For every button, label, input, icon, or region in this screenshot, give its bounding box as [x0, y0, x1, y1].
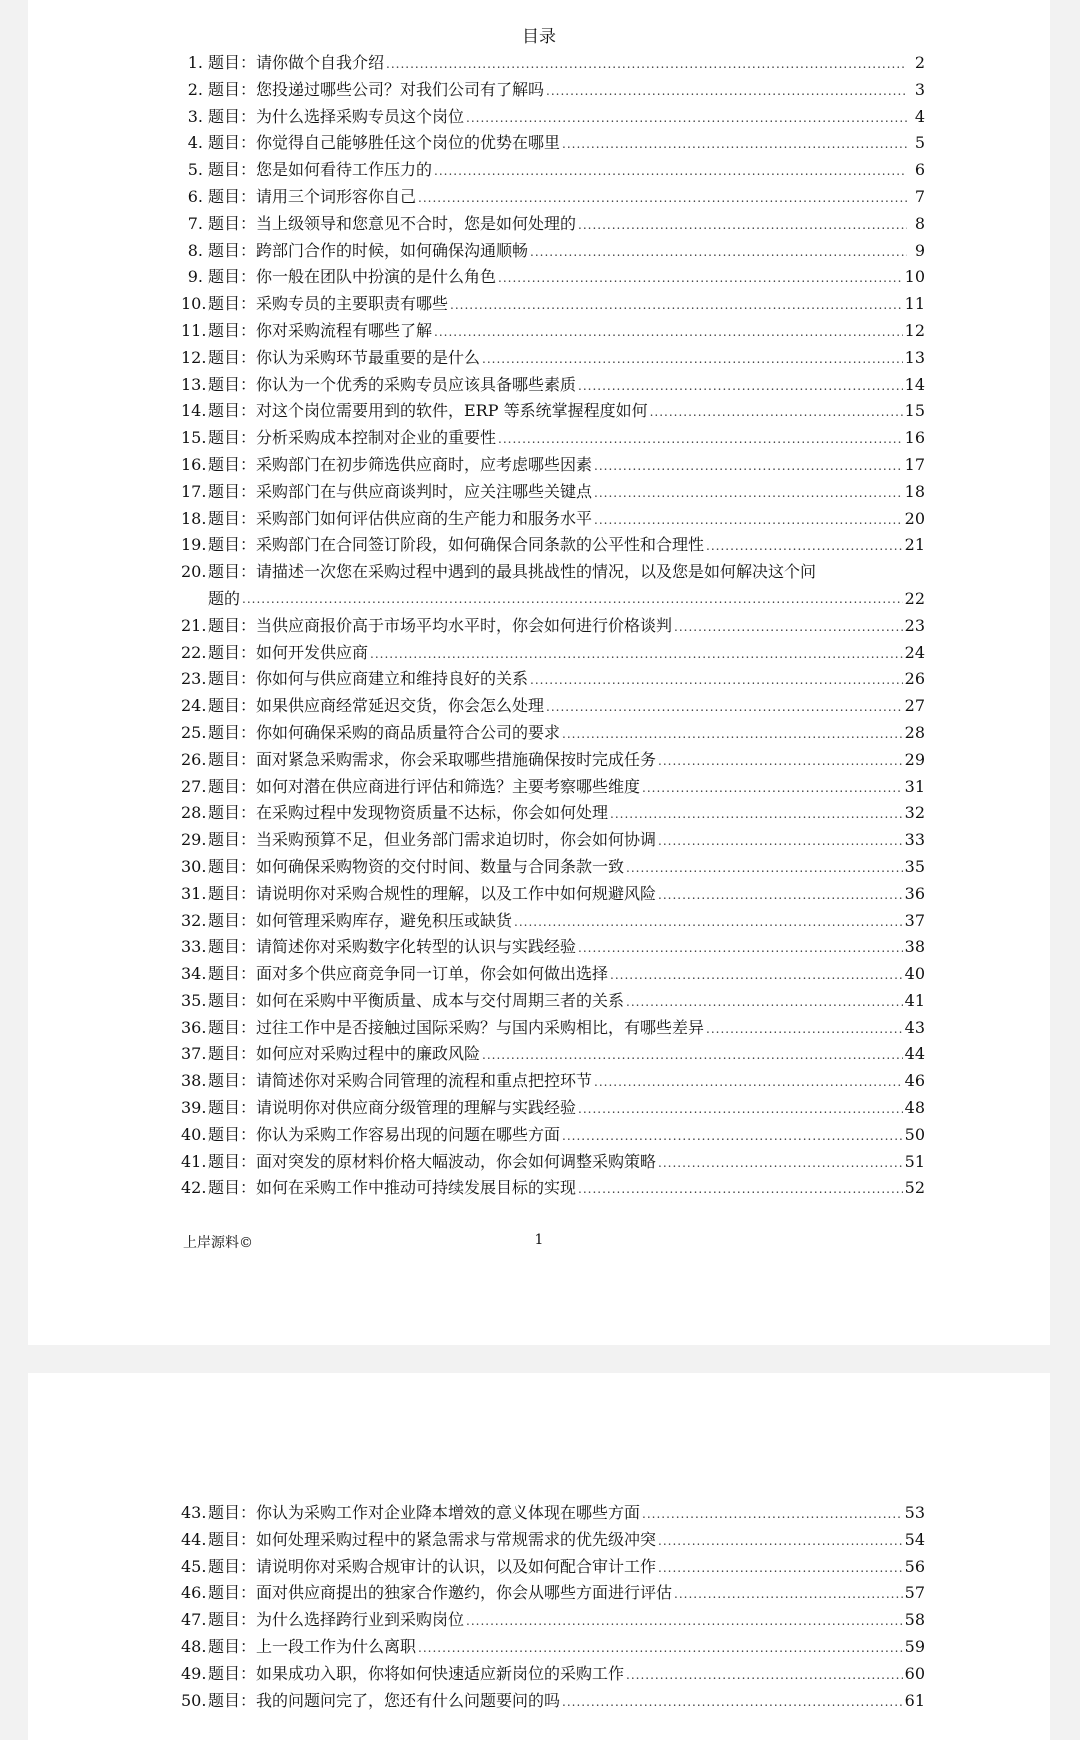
entry-number: 23. — [181, 669, 207, 689]
entry-question: 题目：请简述你对采购合同管理的流程和重点把控环节 — [208, 1071, 593, 1091]
entry-page-number: 2 — [914, 53, 925, 72]
toc-entry[interactable] — [181, 506, 925, 533]
entry-page-number: 40 — [904, 964, 925, 984]
entry-question: 题目：面对突发的原材料价格大幅波动，你会如何调整采购策略 — [208, 1151, 657, 1171]
entry-number: 27. — [181, 776, 207, 796]
entry-page-number: 44 — [904, 1044, 925, 1064]
entry-page-number: 51 — [904, 1151, 925, 1171]
entry-page-number: 26 — [904, 669, 925, 689]
entry-question: 题目：在采购过程中发现物资质量不达标，你会如何处理 — [208, 803, 609, 823]
dot-leader — [546, 78, 907, 105]
dot-leader — [658, 1528, 903, 1555]
entry-question: 题目：跨部门合作的时候，如何确保沟通顺畅 — [208, 240, 529, 260]
entry-question: 题目：请说明你对供应商分级管理的理解与实践经验 — [208, 1098, 577, 1118]
footer-copyright: 上岸源料© — [183, 1235, 253, 1251]
entry-page-number: 29 — [904, 749, 925, 769]
entry-page-number: 5 — [914, 133, 925, 153]
entry-number: 40. — [181, 1124, 207, 1144]
toc-entry[interactable] — [181, 666, 925, 693]
toc-entry[interactable] — [181, 1149, 925, 1176]
dot-leader — [658, 882, 903, 909]
dot-leader — [658, 1150, 903, 1177]
entry-number: 31. — [181, 883, 207, 903]
entry-question: 题目：请简述你对采购数字化转型的认识与实践经验 — [208, 937, 577, 957]
entry-page-number: 15 — [904, 401, 925, 421]
toc-entry[interactable] — [181, 800, 925, 827]
toc-entry[interactable] — [181, 1500, 925, 1527]
entry-page-number: 4 — [914, 106, 925, 126]
entry-question: 题目：请说明你对采购合规性的理解，以及工作中如何规避风险 — [208, 883, 657, 903]
toc-entry[interactable] — [181, 1607, 925, 1634]
entry-page-number: 28 — [904, 722, 925, 742]
entry-number: 47. — [181, 1610, 207, 1630]
toc-entry[interactable] — [181, 693, 925, 720]
dot-leader — [498, 265, 903, 292]
dot-leader — [658, 828, 903, 855]
dot-leader — [674, 1581, 903, 1608]
entry-number: 19. — [181, 535, 207, 555]
dot-leader — [578, 373, 903, 400]
entry-number: 41. — [181, 1151, 207, 1171]
toc-entry[interactable] — [181, 988, 925, 1015]
entry-number: 2. — [187, 79, 203, 99]
toc-entry[interactable] — [181, 291, 925, 318]
toc-entry[interactable] — [181, 747, 925, 774]
entry-number: 9. — [187, 267, 203, 287]
entry-page-number: 12 — [904, 320, 925, 340]
dot-leader — [594, 480, 903, 507]
toc-entry[interactable] — [181, 372, 925, 399]
entry-question: 题目：如何应对采购过程中的廉政风险 — [208, 1044, 481, 1064]
dot-leader — [578, 212, 907, 239]
entry-page-number: 57 — [904, 1583, 925, 1603]
entry-number: 15. — [181, 428, 207, 448]
entry-number: 20. — [181, 562, 207, 582]
toc-entry[interactable] — [181, 908, 925, 935]
toc-entry[interactable] — [181, 398, 925, 425]
dot-leader — [562, 1123, 903, 1150]
entry-page-number: 56 — [904, 1556, 925, 1576]
entry-question: 题目：你觉得自己能够胜任这个岗位的优势在哪里 — [208, 133, 561, 153]
entry-page-number: 23 — [904, 615, 925, 635]
dot-leader — [418, 185, 907, 212]
document-page-2 — [28, 1373, 1050, 1740]
entry-page-number: 33 — [904, 830, 925, 850]
entry-number: 48. — [181, 1636, 207, 1656]
entry-page-number: 52 — [904, 1178, 925, 1198]
entry-number: 22. — [181, 642, 207, 662]
entry-question: 题目：如何确保采购物资的交付时间、数量与合同条款一致 — [208, 856, 625, 876]
dot-leader — [594, 1069, 903, 1096]
dot-leader — [594, 507, 903, 534]
entry-page-number: 59 — [904, 1636, 925, 1656]
entry-question: 题目：为什么选择采购专员这个岗位 — [208, 106, 465, 126]
entry-question-continued: 题的 — [208, 588, 241, 608]
entry-question: 题目：如何对潜在供应商进行评估和筛选？主要考察哪些维度 — [208, 776, 641, 796]
entry-page-number: 36 — [904, 883, 925, 903]
entry-question: 题目：你对采购流程有哪些了解 — [208, 320, 433, 340]
entry-question: 题目：采购部门在合同签订阶段，如何确保合同条款的公平性和合理性 — [208, 535, 705, 555]
entry-question: 题目：对这个岗位需要用到的软件，ERP 等系统掌握程度如何 — [208, 401, 648, 421]
dot-leader — [578, 935, 903, 962]
entry-number: 50. — [181, 1690, 207, 1710]
toc-entry[interactable] — [181, 318, 925, 345]
entry-question: 题目：采购部门如何评估供应商的生产能力和服务水平 — [208, 508, 593, 528]
entry-question: 题目：采购部门在与供应商谈判时，应关注哪些关键点 — [208, 481, 593, 501]
toc-entry[interactable] — [181, 1580, 925, 1607]
entry-page-number: 11 — [904, 294, 925, 314]
dot-leader — [610, 801, 903, 828]
toc-entry[interactable] — [181, 157, 925, 184]
entry-page-number: 16 — [904, 428, 925, 448]
entry-question: 题目：上一段工作为什么离职 — [208, 1636, 417, 1656]
entry-page-number: 37 — [904, 910, 925, 930]
entry-number: 7. — [187, 213, 203, 233]
toc-title: 目录 — [522, 27, 556, 47]
toc-entry[interactable] — [181, 50, 925, 77]
entry-page-number: 46 — [904, 1071, 925, 1091]
entry-page-number: 54 — [904, 1529, 925, 1549]
entry-number: 12. — [181, 347, 207, 367]
entry-page-number: 43 — [904, 1017, 925, 1037]
entry-page-number: 17 — [904, 454, 925, 474]
entry-number: 10. — [181, 294, 207, 314]
entry-question: 题目：你一般在团队中扮演的是什么角色 — [208, 267, 497, 287]
dot-leader — [386, 51, 907, 78]
entry-question: 题目：你认为采购工作对企业降本增效的意义体现在哪些方面 — [208, 1503, 641, 1522]
toc-entry[interactable] — [181, 1015, 925, 1042]
entry-question: 题目：你认为采购环节最重要的是什么 — [208, 347, 481, 367]
dot-leader — [450, 292, 903, 319]
entry-number: 28. — [181, 803, 207, 823]
dot-leader — [642, 775, 903, 802]
entry-page-number: 61 — [904, 1690, 925, 1710]
entry-number: 21. — [181, 615, 207, 635]
toc-entry[interactable] — [181, 1068, 925, 1095]
page-number: 1 — [534, 1232, 544, 1248]
entry-page-number: 48 — [904, 1098, 925, 1118]
entry-page-number: 8 — [914, 213, 925, 233]
entry-number: 3. — [187, 106, 203, 126]
entry-page-number: 14 — [904, 374, 925, 394]
toc-entry[interactable] — [181, 452, 925, 479]
dot-leader — [242, 586, 903, 613]
toc-entry[interactable] — [181, 827, 925, 854]
toc-entry[interactable] — [181, 1661, 925, 1688]
entry-question: 题目：采购专员的主要职责有哪些 — [208, 294, 449, 314]
entry-page-number: 10 — [904, 267, 925, 287]
document-page-1 — [28, 0, 1050, 1345]
entry-number: 18. — [181, 508, 207, 528]
toc-entry[interactable] — [181, 1175, 925, 1202]
dot-leader — [594, 453, 903, 480]
entry-number: 46. — [181, 1583, 207, 1603]
dot-leader — [466, 1608, 903, 1635]
toc-entry[interactable] — [181, 211, 925, 238]
entry-page-number: 60 — [904, 1663, 925, 1683]
dot-leader — [466, 105, 907, 132]
entry-question: 题目：你如何确保采购的商品质量符合公司的要求 — [208, 722, 561, 742]
toc-list — [181, 50, 925, 1202]
dot-leader — [650, 399, 903, 426]
entry-question: 题目：我的问题问完了，您还有什么问题要问的吗 — [208, 1690, 561, 1710]
dot-leader — [578, 1096, 903, 1123]
entry-question: 题目：如何在采购中平衡质量、成本与交付周期三者的关系 — [208, 990, 625, 1010]
entry-question: 题目：当供应商报价高于市场平均水平时，你会如何进行价格谈判 — [208, 615, 673, 635]
dot-leader — [546, 694, 903, 721]
toc-entry[interactable] — [181, 720, 925, 747]
entry-number: 39. — [181, 1098, 207, 1118]
entry-number: 13. — [181, 374, 207, 394]
dot-leader — [658, 748, 903, 775]
dot-leader — [370, 641, 903, 668]
toc-entry[interactable] — [181, 104, 925, 131]
entry-question: 题目：采购部门在初步筛选供应商时，应考虑哪些因素 — [208, 454, 593, 474]
entry-number: 45. — [181, 1556, 207, 1576]
entry-question: 题目：如何开发供应商 — [208, 642, 369, 662]
entry-question: 题目：如何处理采购过程中的紧急需求与常规需求的优先级冲突 — [208, 1529, 657, 1549]
entry-number: 43. — [181, 1503, 207, 1522]
entry-page-number: 24 — [904, 642, 925, 662]
toc-entry[interactable] — [181, 130, 925, 157]
entry-question: 题目：如何管理采购库存，避免积压或缺货 — [208, 910, 513, 930]
toc-entry[interactable] — [181, 238, 925, 265]
dot-leader — [706, 1016, 903, 1043]
entry-number: 44. — [181, 1529, 207, 1549]
toc-entry[interactable] — [181, 640, 925, 667]
toc-entry[interactable] — [181, 1554, 925, 1581]
toc-entry[interactable] — [181, 1527, 925, 1554]
entry-question: 题目：请用三个词形容你自己 — [208, 186, 417, 206]
toc-entry[interactable] — [181, 1634, 925, 1661]
toc-entry[interactable] — [181, 1122, 925, 1149]
dot-leader — [514, 909, 903, 936]
dot-leader — [418, 1635, 903, 1662]
toc-entry[interactable] — [181, 1095, 925, 1122]
entry-number: 14. — [181, 401, 207, 421]
entry-page-number: 21 — [904, 535, 925, 555]
entry-page-number: 27 — [904, 696, 925, 716]
dot-leader — [434, 319, 903, 346]
entry-question: 题目：当采购预算不足，但业务部门需求迫切时，你会如何协调 — [208, 830, 657, 850]
toc-entry[interactable] — [181, 961, 925, 988]
entry-number: 8. — [187, 240, 203, 260]
entry-question: 题目：当上级领导和您意见不合时，您是如何处理的 — [208, 213, 577, 233]
entry-number: 29. — [181, 830, 207, 850]
entry-page-number: 31 — [904, 776, 925, 796]
entry-number: 4. — [187, 133, 203, 153]
entry-question: 题目：过往工作中是否接触过国际采购？与国内采购相比，有哪些差异 — [208, 1017, 705, 1037]
entry-question: 题目：你如何与供应商建立和维持良好的关系 — [208, 669, 529, 689]
entry-page-number: 3 — [914, 79, 925, 99]
toc-entry[interactable] — [181, 559, 925, 613]
entry-question: 题目：您投递过哪些公司？对我们公司有了解吗 — [208, 79, 545, 99]
entry-question: 题目：分析采购成本控制对企业的重要性 — [208, 428, 497, 448]
dot-leader — [482, 1042, 903, 1069]
dot-leader — [642, 1501, 903, 1528]
entry-question: 题目：请说明你对采购合规审计的认识，以及如何配合审计工作 — [208, 1556, 657, 1576]
entry-question: 题目：你认为采购工作容易出现的问题在哪些方面 — [208, 1124, 561, 1144]
dot-leader — [562, 1689, 903, 1716]
entry-page-number: 6 — [914, 160, 925, 180]
toc-entry[interactable] — [181, 854, 925, 881]
entry-question: 题目：你认为一个优秀的采购专员应该具备哪些素质 — [208, 374, 577, 394]
entry-number: 32. — [181, 910, 207, 930]
dot-leader — [674, 614, 903, 641]
entry-number: 17. — [181, 481, 207, 501]
entry-page-number: 38 — [904, 937, 925, 957]
entry-question: 题目：面对供应商提出的独家合作邀约，你会从哪些方面进行评估 — [208, 1583, 673, 1603]
entry-question: 题目：面对多个供应商竞争同一订单，你会如何做出选择 — [208, 964, 609, 984]
entry-page-number: 32 — [904, 803, 925, 823]
entry-page-number: 50 — [904, 1124, 925, 1144]
entry-page-number: 22 — [904, 588, 925, 608]
dot-leader — [658, 1555, 903, 1582]
entry-page-number: 41 — [904, 990, 925, 1010]
entry-number: 34. — [181, 964, 207, 984]
dot-leader — [578, 1176, 903, 1203]
entry-page-number: 53 — [904, 1503, 925, 1522]
toc-entry[interactable] — [181, 264, 925, 291]
entry-number: 35. — [181, 990, 207, 1010]
entry-page-number: 9 — [914, 240, 925, 260]
dot-leader — [626, 989, 903, 1016]
toc-entry[interactable] — [181, 881, 925, 908]
entry-number: 11. — [181, 320, 207, 340]
entry-number: 49. — [181, 1663, 207, 1683]
entry-number: 37. — [181, 1044, 207, 1064]
toc-entry[interactable] — [181, 532, 925, 559]
dot-leader — [706, 533, 903, 560]
toc-entry[interactable] — [181, 77, 925, 104]
entry-question: 题目：您是如何看待工作压力的 — [208, 160, 433, 180]
dot-leader — [530, 667, 903, 694]
entry-question: 题目：面对紧急采购需求，你会采取哪些措施确保按时完成任务 — [208, 749, 657, 769]
toc-list — [181, 1500, 925, 1714]
entry-question: 题目：如何在采购工作中推动可持续发展目标的实现 — [208, 1178, 577, 1198]
entry-number: 33. — [181, 937, 207, 957]
toc-entry[interactable] — [181, 934, 925, 961]
toc-entry[interactable] — [181, 613, 925, 640]
entry-number: 42. — [181, 1178, 207, 1198]
entry-page-number: 7 — [914, 186, 925, 206]
entry-number: 36. — [181, 1017, 207, 1037]
dot-leader — [610, 962, 903, 989]
entry-question: 题目：请描述一次您在采购过程中遇到的最具挑战性的情况，以及您是如何解决这个问 — [208, 562, 817, 582]
entry-number: 30. — [181, 856, 207, 876]
toc-entry[interactable] — [181, 345, 925, 372]
entry-number: 1. — [187, 53, 203, 72]
entry-page-number: 58 — [904, 1610, 925, 1630]
dot-leader — [482, 346, 903, 373]
toc-entry[interactable] — [181, 425, 925, 452]
dot-leader — [562, 131, 907, 158]
entry-number: 24. — [181, 696, 207, 716]
entry-question: 题目：如果成功入职，你将如何快速适应新岗位的采购工作 — [208, 1663, 625, 1683]
dot-leader — [626, 855, 903, 882]
dot-leader — [498, 426, 903, 453]
toc-entry[interactable] — [181, 1688, 925, 1715]
toc-entry[interactable] — [181, 184, 925, 211]
entry-question: 题目：请你做个自我介绍 — [208, 53, 385, 72]
entry-page-number: 35 — [904, 856, 925, 876]
entry-number: 38. — [181, 1071, 207, 1091]
entry-page-number: 18 — [904, 481, 925, 501]
entry-question: 题目：如果供应商经常延迟交货，你会怎么处理 — [208, 696, 545, 716]
entry-question: 题目：为什么选择跨行业到采购岗位 — [208, 1610, 465, 1630]
entry-number: 25. — [181, 722, 207, 742]
entry-number: 6. — [187, 186, 203, 206]
entry-number: 5. — [187, 160, 203, 180]
dot-leader — [434, 158, 907, 185]
entry-page-number: 13 — [904, 347, 925, 367]
dot-leader — [626, 1662, 903, 1689]
dot-leader — [530, 239, 907, 266]
entry-number: 26. — [181, 749, 207, 769]
entry-number: 16. — [181, 454, 207, 474]
toc-entry[interactable] — [181, 1041, 925, 1068]
dot-leader — [562, 721, 903, 748]
toc-entry[interactable] — [181, 774, 925, 801]
entry-page-number: 20 — [904, 508, 925, 528]
toc-entry[interactable] — [181, 479, 925, 506]
